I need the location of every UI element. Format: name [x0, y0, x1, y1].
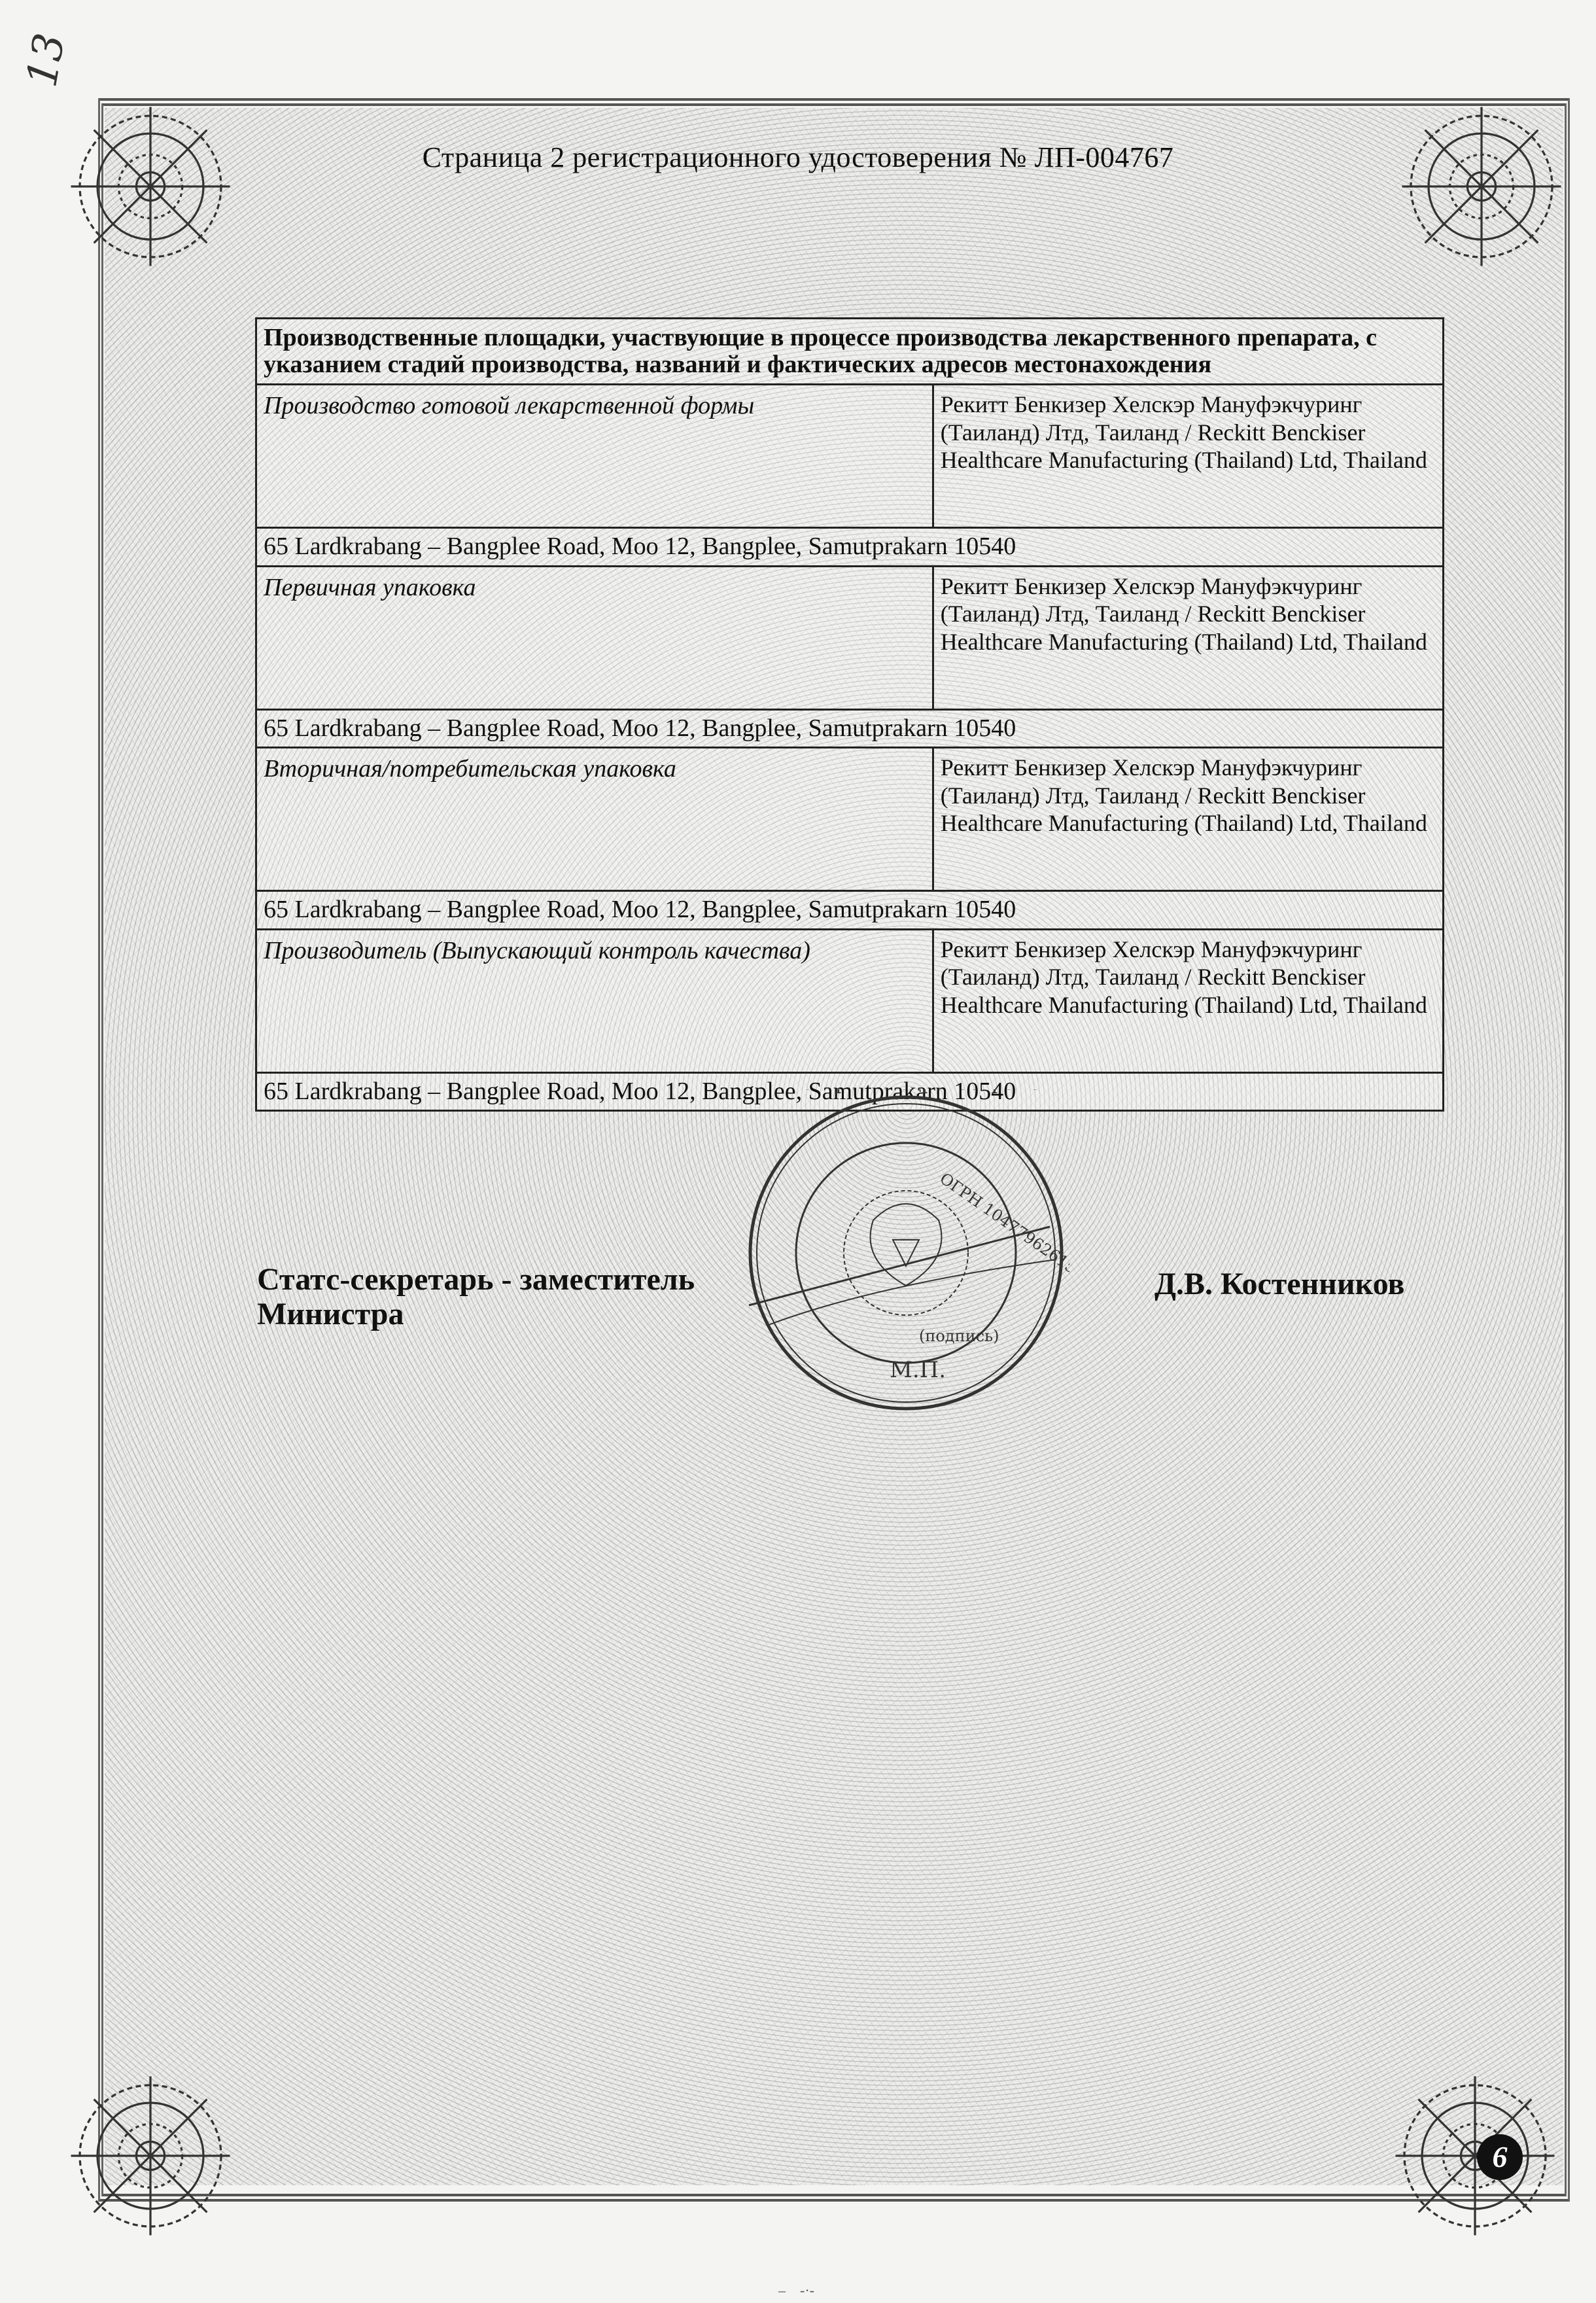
rosette-icon [62, 98, 239, 275]
manufacturing-sites-table [255, 317, 1444, 1112]
company-cell [933, 929, 1443, 1072]
company-name-en: Healthcare Manufacturing (Thailand) Ltd, Thailand [940, 447, 1427, 473]
site-address: 65 Lardkrabang – Bangplee Road, Moo 12, Bangplee, Samutprakarn 10540 [256, 891, 1444, 930]
stamp-label: М.П. [890, 1357, 946, 1383]
signature-caption: (подпись) [919, 1327, 999, 1345]
corner-rosette-bottom-right [1387, 2067, 1563, 2244]
company-name-ru: Рекитт Бенкизер Хелскэр Мануфэкчуринг (Таиланд) Лтд, Таиланд / Reckitt Benckiser [940, 391, 1366, 446]
position-line-1: Статс-секретарь - заместитель [257, 1262, 695, 1297]
site-address: 65 Lardkrabang – Bangplee Road, Moo 12, Bangplee, Samutprakarn 10540 [256, 709, 1444, 748]
address-row [256, 891, 1444, 930]
seal-stamp-icon [742, 1089, 1069, 1416]
company-cell [933, 566, 1443, 709]
company-cell [933, 385, 1443, 528]
corner-rosette-bottom-left [62, 2067, 239, 2244]
address-row [256, 528, 1444, 567]
stage-label: Первичная упаковка [256, 566, 933, 709]
table-row [256, 385, 1444, 528]
rosette-icon [1387, 2067, 1563, 2244]
stage-label: Вторичная/потребительская упаковка [256, 748, 933, 891]
company-name-ru: Рекитт Бенкизер Хелскэр Мануфэкчуринг (Таиланд) Лтд, Таиланд / Reckitt Benckiser [940, 572, 1366, 627]
table-header-row [256, 319, 1444, 385]
table-row [256, 748, 1444, 891]
site-address: 65 Lardkrabang – Bangplee Road, Moo 12, Bangplee, Samutprakarn 10540 [256, 528, 1444, 567]
company-name-ru: Рекитт Бенкизер Хелскэр Мануфэкчуринг (Таиланд) Лтд, Таиланд / Reckitt Benckiser [940, 936, 1366, 991]
table-row [256, 929, 1444, 1072]
stage-label: Производитель (Выпускающий контроль качества) [256, 929, 933, 1072]
company-name-ru: Рекитт Бенкизер Хелскэр Мануфэкчуринг (Таиланд) Лтд, Таиланд / Reckitt Benckiser [940, 754, 1366, 809]
page-badge: 6 [1477, 2134, 1523, 2180]
site-address: 65 Lardkrabang – Bangplee Road, Moo 12, Bangplee, Samutprakarn 10540 [256, 1072, 1444, 1111]
corner-rosette-top-right [1393, 98, 1570, 275]
seal-ogrn-text: ОГРН 1047796261512 [936, 1169, 1069, 1289]
company-name-en: Healthcare Manufacturing (Thailand) Ltd, Thailand [940, 991, 1427, 1018]
official-seal [742, 1089, 1069, 1416]
address-row [256, 709, 1444, 748]
handwritten-margin-mark: 13 [18, 29, 75, 91]
position-line-2: Министра [257, 1296, 404, 1331]
page-title: Страница 2 регистрационного удостоверения № ЛП-004767 [422, 141, 1174, 173]
company-name-en: Healthcare Manufacturing (Thailand) Ltd, Thailand [940, 810, 1427, 836]
company-name-en: Healthcare Manufacturing (Thailand) Ltd, Thailand [940, 628, 1427, 655]
company-cell [933, 748, 1443, 891]
rosette-icon [62, 2067, 239, 2244]
signatory-position [257, 1263, 695, 1332]
seal-ring-text [742, 1089, 1069, 1095]
rosette-icon [1393, 98, 1570, 275]
table-row [256, 566, 1444, 709]
corner-rosette-top-left [62, 98, 239, 275]
footer-mark: – -·- [778, 2282, 814, 2298]
table-title: Производственные площадки, участвующие в процессе производства лекарственного препарата, с указанием стадий производства, названий и фактических адресов местонахождения [256, 319, 1444, 385]
signer-name: Д.В. Костенников [1154, 1267, 1405, 1301]
stage-label: Производство готовой лекарственной формы [256, 385, 933, 528]
